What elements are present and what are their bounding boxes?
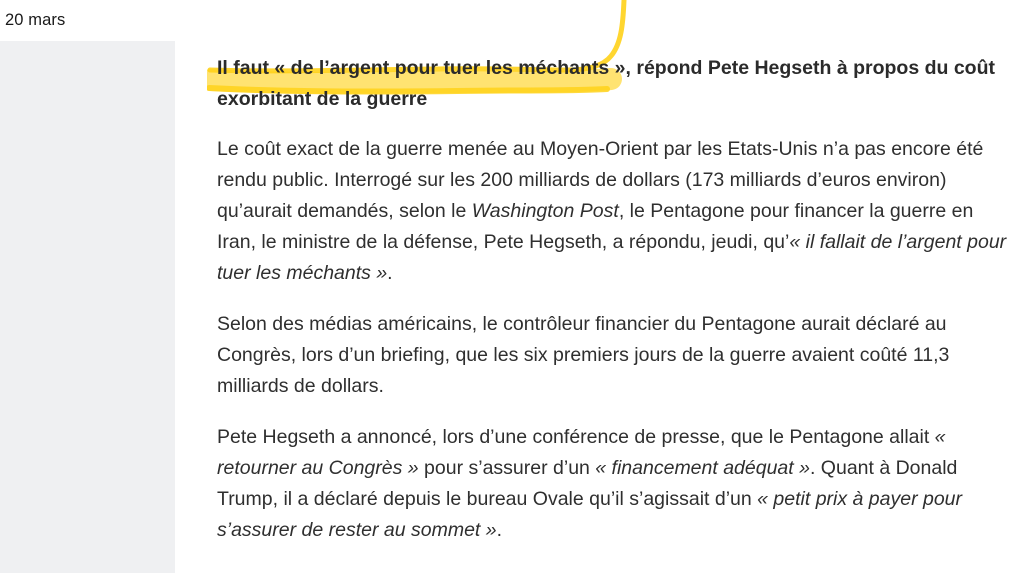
paragraph-3 [217, 422, 1007, 546]
quote-financement: « financement adéquat » [595, 457, 810, 479]
hegseth-quote: « il fallait de l’argent pour tuer les méchants » [217, 231, 1007, 284]
paragraph-3-text-d: . [496, 519, 503, 541]
paragraph-1 [217, 134, 1007, 289]
paragraph-3-text-c: . Quant à Donald Trump, il a déclaré depuis le bureau Ovale qu’il s’agissait d’un [217, 457, 958, 510]
quote-trump: « petit prix à payer pour s’assurer de rester au sommet » [217, 488, 963, 541]
date-header [0, 0, 1024, 41]
paragraph-2 [217, 309, 1007, 402]
headline-rest: , répond Pete Hegseth à propos du coût exorbitant de la guerre [217, 57, 995, 110]
paragraph-2-text: Selon des médias américains, le contrôleur financier du Pentagone aurait déclaré au Congrès, lors d’un briefing, que les six premiers jours de la guerre avaient coûté 11,3 milliards de dollars. [217, 313, 950, 397]
date-label: 20 mars [5, 11, 66, 29]
live-post [217, 53, 1007, 546]
quote-congres: « retourner au Congrès » [217, 426, 946, 479]
post-headline [217, 53, 1007, 115]
paragraph-1-text-c: . [387, 262, 393, 284]
paragraph-3-text-a: Pete Hegseth a annoncé, lors d’une conférence de presse, que le Pentagone allait [217, 426, 935, 448]
left-rail [0, 41, 175, 573]
paragraph-1-text-a: Le coût exact de la guerre menée au Moyen-Orient par les Etats-Unis n’a pas encore été rendu public. Interrogé sur les 200 milliards de dollars (173 milliards d’euros environ) qu’aurait demandés, selon le [217, 138, 984, 222]
headline-quote: Il faut « de l’argent pour tuer les méchants » [217, 57, 626, 79]
paragraph-3-text-b: pour s’assurer d’un [418, 457, 596, 479]
paragraph-1-text-b: , le Pentagone pour financer la guerre en Iran, le ministre de la défense, Pete Hegseth, a répondu, jeudi, qu’ [217, 200, 974, 253]
publication-name: Washington Post [471, 200, 619, 222]
